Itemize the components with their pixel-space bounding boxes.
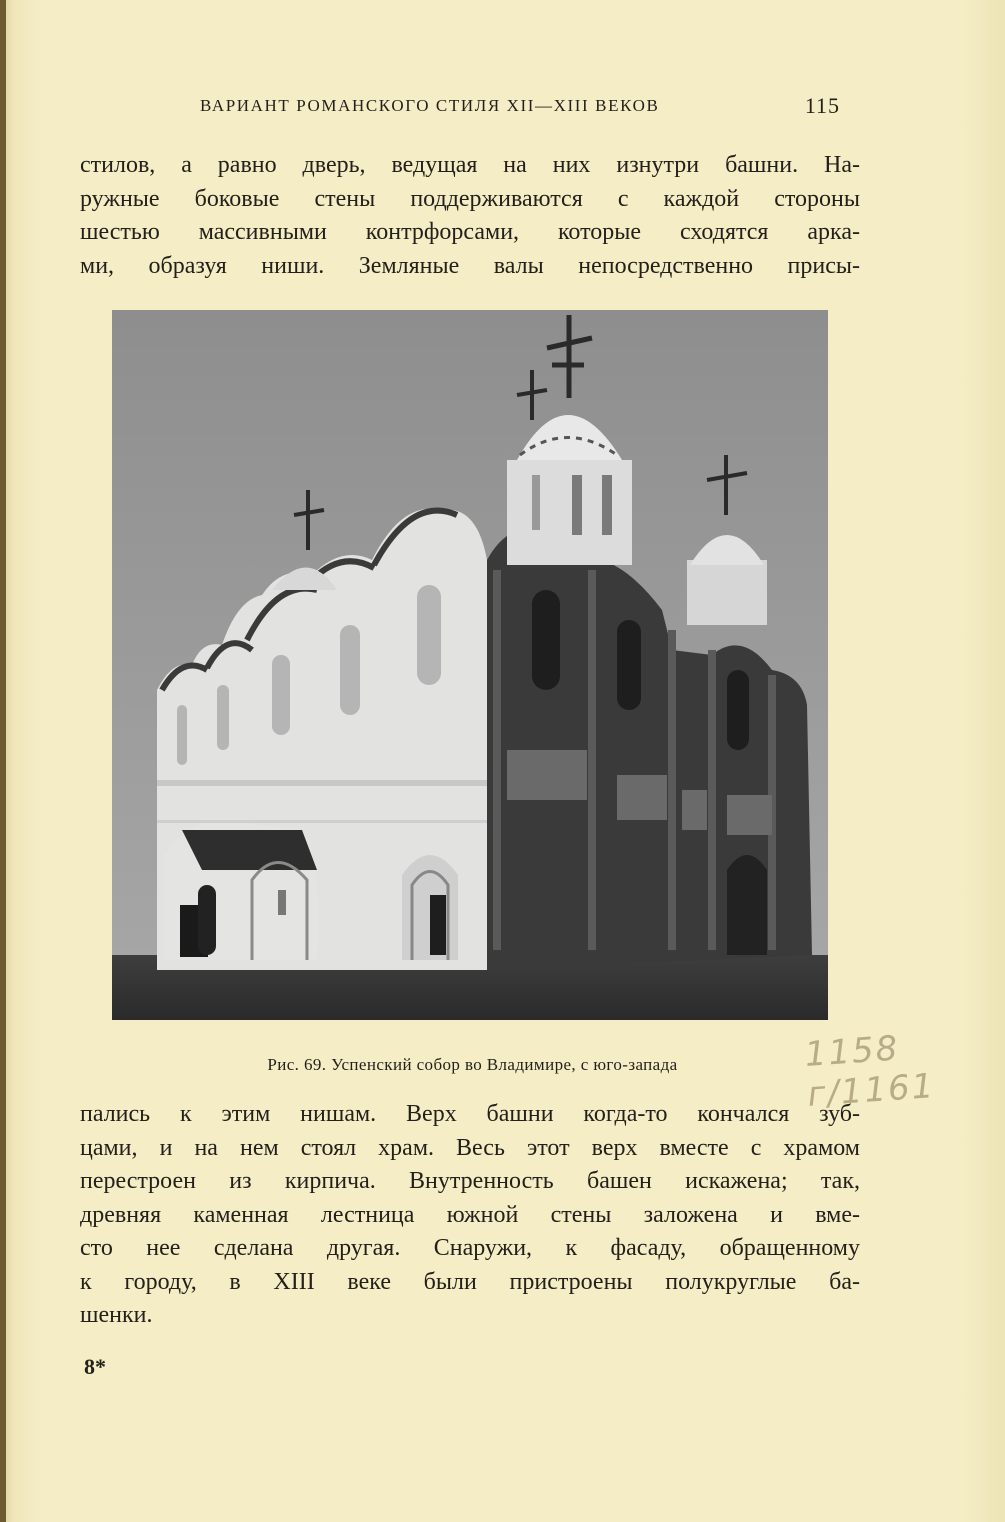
text-line: цами, и на нем стоял храм. Весь этот верх вместе с храмом [80, 1134, 860, 1161]
paragraph-bottom [80, 1098, 860, 1333]
text-line: пались к этим нишам. Верх башни когда-то кончался зуб- [80, 1101, 860, 1127]
running-head [200, 93, 840, 122]
text-line: стилов, а равно дверь, ведущая на них изнутри башни. На- [80, 152, 860, 178]
paragraph-top [80, 149, 860, 283]
book-spine-edge [0, 0, 6, 1522]
page-number: 115 [804, 93, 840, 118]
handwritten-note: 1158 г/1161 [803, 1028, 937, 1115]
text-line: ружные боковые стены поддерживаются с каждой стороны [80, 185, 860, 212]
text-line: ми, образуя ниши. Земляные валы непосредственно присы- [80, 252, 860, 279]
text-line: сто нее сделана другая. Снаружи, к фасаду, обращенному [80, 1235, 860, 1261]
text-line: шенки. [80, 1302, 153, 1328]
text-line: перестроен из кирпича. Внутренность башен искажена; так, [80, 1168, 860, 1194]
signature-mark: 8* [84, 1354, 106, 1379]
cathedral-photo [112, 310, 828, 1020]
caption-text: Рис. 69. Успенский собор во Владимире, с юго-запада [267, 1055, 678, 1074]
text-line: шестью массивными контрфорсами, которые сходятся арка- [80, 219, 860, 245]
text-line: к городу, в XIII веке были пристроены полукруглые ба- [80, 1268, 860, 1295]
text-line: древняя каменная лестница южной стены заложена и вме- [80, 1201, 860, 1228]
running-title: ВАРИАНТ РОМАНСКОГО СТИЛЯ XII—XIII ВЕКОВ [200, 96, 660, 115]
